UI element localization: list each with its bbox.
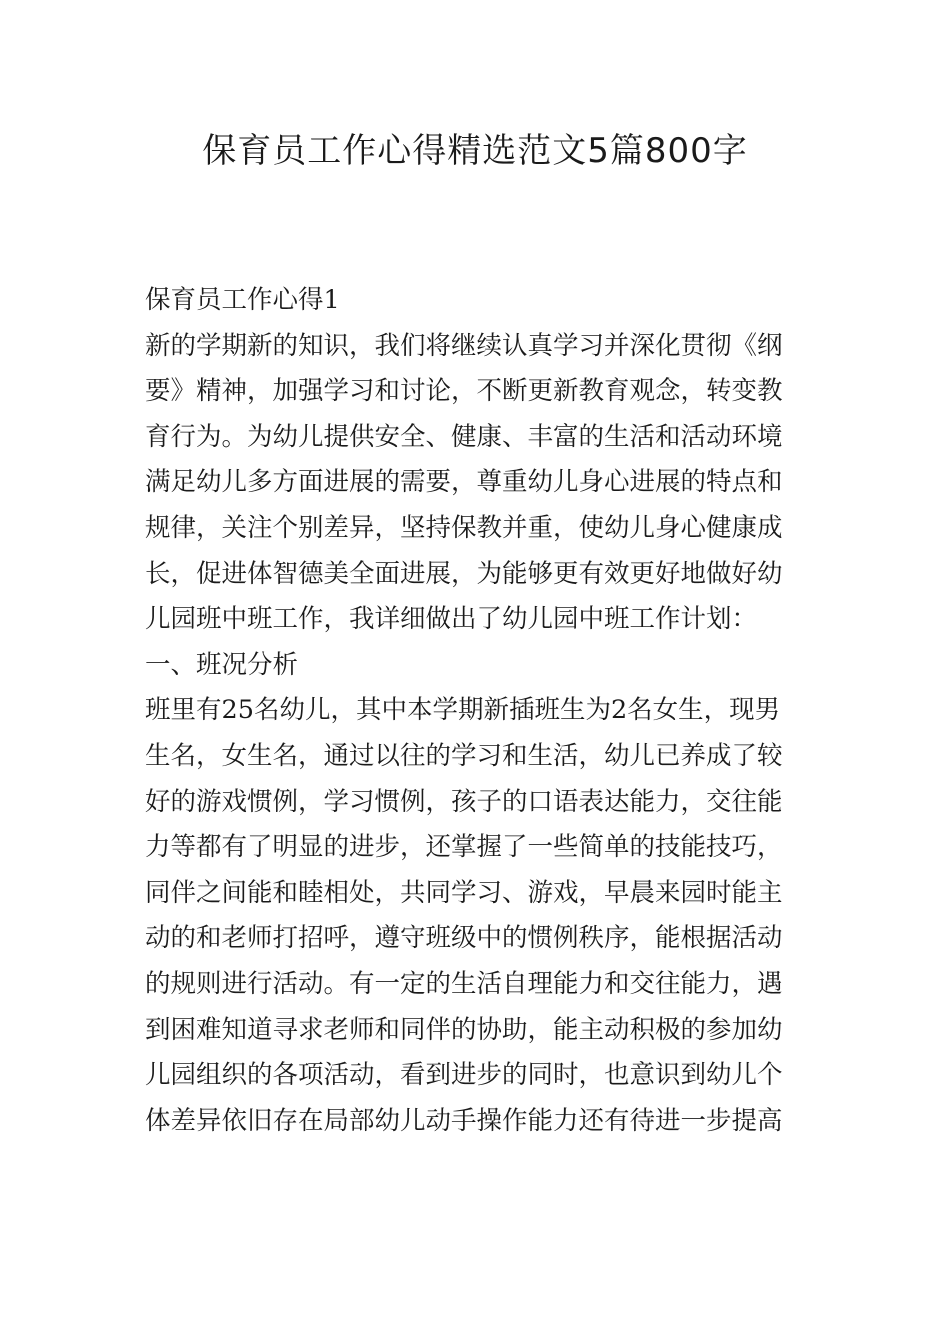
text-line: 生名，女生名，通过以往的学习和生活，幼儿已养成了较	[145, 740, 783, 771]
document-title: 保育员工作心得精选范文5篇800字	[202, 131, 748, 171]
text-line: 规律，关注个别差异，坚持保教并重，使幼儿身心健康成	[145, 512, 783, 543]
text-line: 新的学期新的知识，我们将继续认真学习并深化贯彻《纲	[145, 330, 783, 361]
text-line: 儿园组织的各项活动，看到进步的同时，也意识到幼儿个	[145, 1060, 783, 1091]
text-line: 满足幼儿多方面进展的需要，尊重幼儿身心进展的特点和	[145, 467, 783, 498]
subsection-heading: 一、班况分析	[145, 649, 299, 680]
text-line: 班里有25名幼儿，其中本学期新插班生为2名女生，现男	[145, 695, 781, 726]
text-line: 的规则进行活动。有一定的生活自理能力和交往能力，遇	[145, 968, 783, 999]
text-line: 动的和老师打招呼，遵守班级中的惯例秩序，能根据活动	[145, 923, 783, 954]
text-line: 长，促进体智德美全面进展，为能够更有效更好地做好幼	[145, 558, 783, 589]
document-body	[145, 278, 815, 1144]
text-line: 育行为。为幼儿提供安全、健康、丰富的生活和活动环境	[145, 421, 783, 452]
text-line: 同伴之间能和睦相处，共同学习、游戏，早晨来园时能主	[145, 877, 783, 908]
text-line: 到困难知道寻求老师和同伴的协助，能主动积极的参加幼	[145, 1014, 783, 1045]
text-line: 力等都有了明显的进步，还掌握了一些简单的技能技巧，	[145, 832, 783, 863]
text-line: 体差异依旧存在局部幼儿动手操作能力还有待进一步提高	[145, 1105, 783, 1136]
section-heading: 保育员工作心得1	[145, 285, 340, 315]
text-line: 儿园班中班工作，我详细做出了幼儿园中班工作计划：	[145, 604, 758, 635]
text-line: 好的游戏惯例，学习惯例，孩子的口语表达能力，交往能	[145, 786, 783, 817]
text-line: 要》精神，加强学习和讨论，不断更新教育观念，转变教	[145, 376, 783, 407]
